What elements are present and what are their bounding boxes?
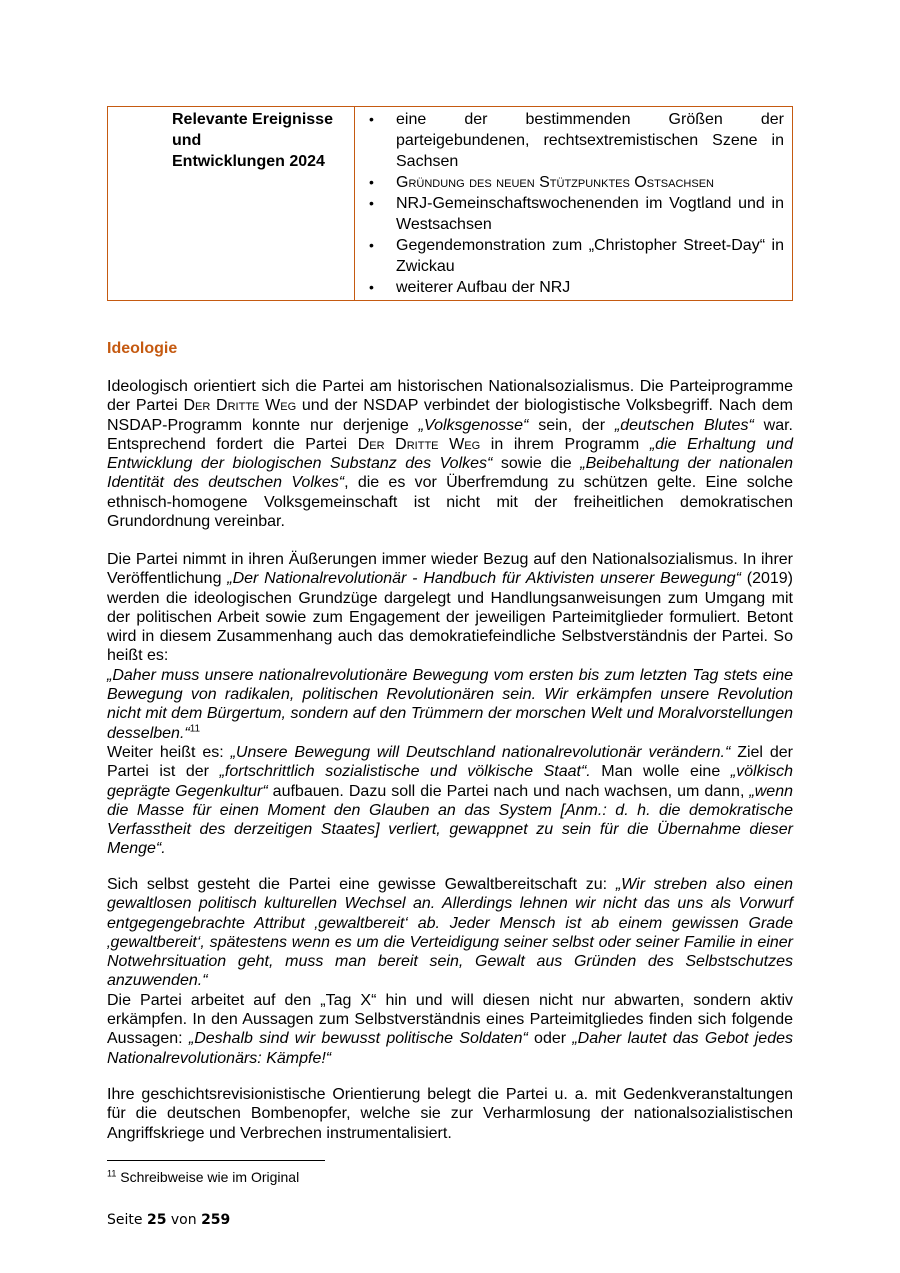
bullet-icon: • [369,111,374,127]
table-list-cell [355,107,792,300]
table-label-line: Entwicklungen 2024 [172,153,325,170]
paragraph-revisionism: Ihre geschichtsrevisionistische Orientierung belegt die Partei u. a. mit Gedenkveranstaltungen für die deutschen Bombenopfer, welche sie zur Verharmlosung der nationalsozialistischen Angriffskriege und Verbrechen instrumentalisiert. [107,1086,793,1142]
events-table [107,106,793,301]
table-label-cell [108,107,355,300]
footnote-ref: 11 [189,723,201,735]
events-list [355,109,784,298]
list-item: • Gründung des neuen Stützpunktes Ostsachsen [369,174,714,191]
table-label-line: Relevante Ereignisse [172,111,333,128]
table-label-line: und [172,132,202,149]
bullet-icon: • [369,195,374,211]
bullet-icon: • [369,279,374,295]
bullet-icon: • [369,237,374,253]
bullet-icon: • [369,174,374,190]
party-name: Der Dritte Weg [357,435,481,453]
paragraph-violence: Sich selbst gesteht die Partei eine gewisse Gewaltbereitschaft zu: „Wir streben also einen gewaltlosen politisch kulturellen Wechsel an. Allerdings lehnen wir nicht das uns als Vorwurf entgegengebrachte Attribut ‚gewaltbereit‘ ab. Jeder Mensch ist ab einem gewissen Grade ‚gewaltbereit‘, spätestens wenn es um die Verteidigung seiner selbst oder seiner Familie in einer Notwehrsituation geht, muss man bereit sein, Gewalt aus Gründen des Selbstschutzes anzuwenden.“ Die Partei arbeitet auf den „Tag X“ hin und will diesen nicht nur abwarten, sondern aktiv erkämpfen. In den Aussagen zum Selbstverständnis eines Parteimitgliedes finden sich folgende Aussagen: „Deshalb sind wir bewusst politische Soldaten“ oder „Daher lautet das Gebot jedes Nationalrevolutionärs: Kämpfe!“ [107,876,794,1067]
list-item: • weiterer Aufbau der NRJ [369,279,571,296]
page-number: Seite 25 von 259 [107,1212,231,1228]
list-item: • NRJ-Gemeinschaftswochenenden im Vogtland und in Westsachsen [369,195,784,233]
paragraph-national-socialism: Die Partei nimmt in ihren Äußerungen immer wieder Bezug auf den Nationalsozialismus. In ihrer Veröffentlichung „Der Nationalrevolutionär - Handbuch für Aktivisten unserer Bewegung“ (2019) werden die ideologischen Grundzüge dargelegt und Handlungsanweisungen zum Umgang mit der politischen Arbeit sowie zum Engagement der jeweiligen Parteimitglieder formuliert. Betont wird in diesem Zusammenhang auch das demokratiefeindliche Selbstverständnis der Partei. So heißt es: „Daher muss unsere nationalrevolutionäre Bewegung vom ersten bis zum letzten Tag stets eine Bewegung von radikalen, politischen Revolutionären sein. Wir erkämpfen unsere Revolution nicht mit dem Bürgertum, sondern auf den Trümmern der morschen Welt und Moralvorstellungen desselben.“$^{11}$ Weiter heißt es: „Unsere Bewegung will Deutschland nationalrevolutionär verändern.“ Ziel der Partei ist der „fortschrittlich sozialistische und völkische Staat“. Man wolle eine „völkisch geprägte Gegenkultur“ aufbauen. Dazu soll die Partei nach und nach wachsen, um dann, „wenn die Masse für einen Moment den Glauben an das System [Anm.: d. h. die demokratische Verfasstheit des derzeitigen Staates] verliert, gewappnet zu sein für die Übernahme dieser Menge“. [107,551,794,858]
party-name: Der Dritte Weg [183,397,297,415]
list-item: • eine der bestimmenden Größen der parteigebundenen, rechtsextremistischen Szene in Sachsen [369,111,784,170]
footnote-divider [107,1160,325,1161]
footnote: $^{11}$ Schreibweise wie im Original [107,1168,300,1185]
list-item: • Gegendemonstration zum „Christopher Street-Day“ in Zwickau [369,237,784,275]
paragraph-ideology: Ideologisch orientiert sich die Partei am historischen Nationalsozialismus. Die Parteiprogramme der Partei Der Dritte Weg und der NSDAP verbindet der biologistische Volksbegriff. Nach dem NSDAP-Programm konnte nur derjenige „Volksgenosse“ sein, der „deutschen Blutes“ war. Entsprechend fordert die Partei Der Dritte Weg in ihrem Programm „die Erhaltung und Entwicklung der biologischen Substanz des Volkes“ sowie die „Beibehaltung der nationalen Identität des deutschen Volkes“, die es vor Überfremdung zu schützen gelte. Eine solche ethnisch-homogene Volksgemeinschaft ist nicht mit der freiheitlichen demokratischen Grundordnung vereinbar. [107,378,794,531]
section-heading: Ideologie [107,340,178,357]
